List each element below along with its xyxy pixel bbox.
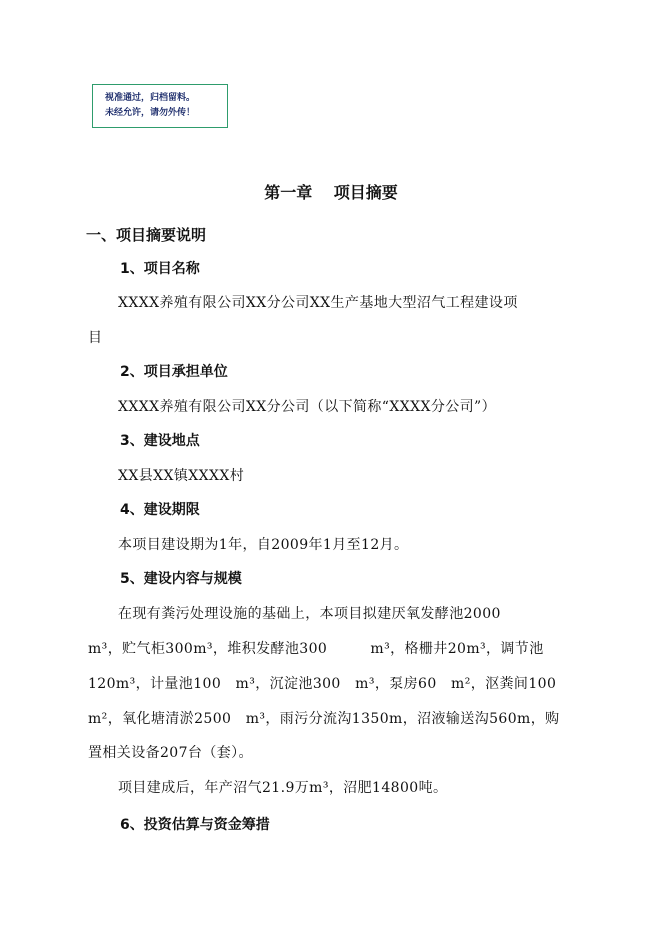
stamp-line-1: 视准通过，归档留料。 [105, 93, 196, 103]
item-heading-location: 3、建设地点 [120, 433, 200, 449]
project-name-line-1: XXXX养殖有限公司XX分公司XX生产基地大型沼气工程建设项 [118, 295, 518, 311]
chapter-label: 第一章 [264, 183, 313, 202]
item-heading-name: 1、项目名称 [120, 261, 200, 277]
stamp-line-2: 未经允许，请勿外传！ [105, 108, 196, 118]
scope-line-4: m²，氧化塘清淤2500 m³，雨污分流沟1350m，沼液输送沟560m，购 [88, 711, 560, 727]
project-location-text: XX县XX镇XXXX村 [118, 468, 245, 484]
approval-stamp [92, 84, 228, 128]
scope-output-line: 项目建成后，年产沼气21.9万m³，沼肥14800吨。 [118, 780, 448, 796]
scope-line-2: m³，贮气柜300m³，堆积发酵池300 m³，格栅井20m³，调节池 [88, 641, 544, 657]
scope-line-1: 在现有粪污处理设施的基础上，本项目拟建厌氧发酵池2000 [118, 606, 501, 622]
item-heading-scope: 5、建设内容与规模 [120, 571, 242, 587]
project-name-line-2: 目 [88, 330, 103, 346]
section-heading: 一、项目摘要说明 [86, 226, 207, 244]
item-heading-unit: 2、项目承担单位 [120, 364, 228, 380]
chapter-name: 项目摘要 [333, 183, 398, 202]
project-period-text: 本项目建设期为1年，自2009年1月至12月。 [118, 537, 409, 553]
scope-line-5: 置相关设备207台（套）。 [88, 745, 253, 761]
project-unit-text: XXXX养殖有限公司XX分公司（以下简称“XXXX分公司”） [118, 399, 496, 415]
scope-line-3: 120m³，计量池100 m³，沉淀池300 m³，泵房60 m²，沤粪间100 [88, 676, 557, 692]
item-heading-period: 4、建设期限 [120, 502, 200, 518]
item-heading-investment: 6、投资估算与资金筹措 [120, 817, 270, 833]
chapter-title [0, 180, 662, 203]
